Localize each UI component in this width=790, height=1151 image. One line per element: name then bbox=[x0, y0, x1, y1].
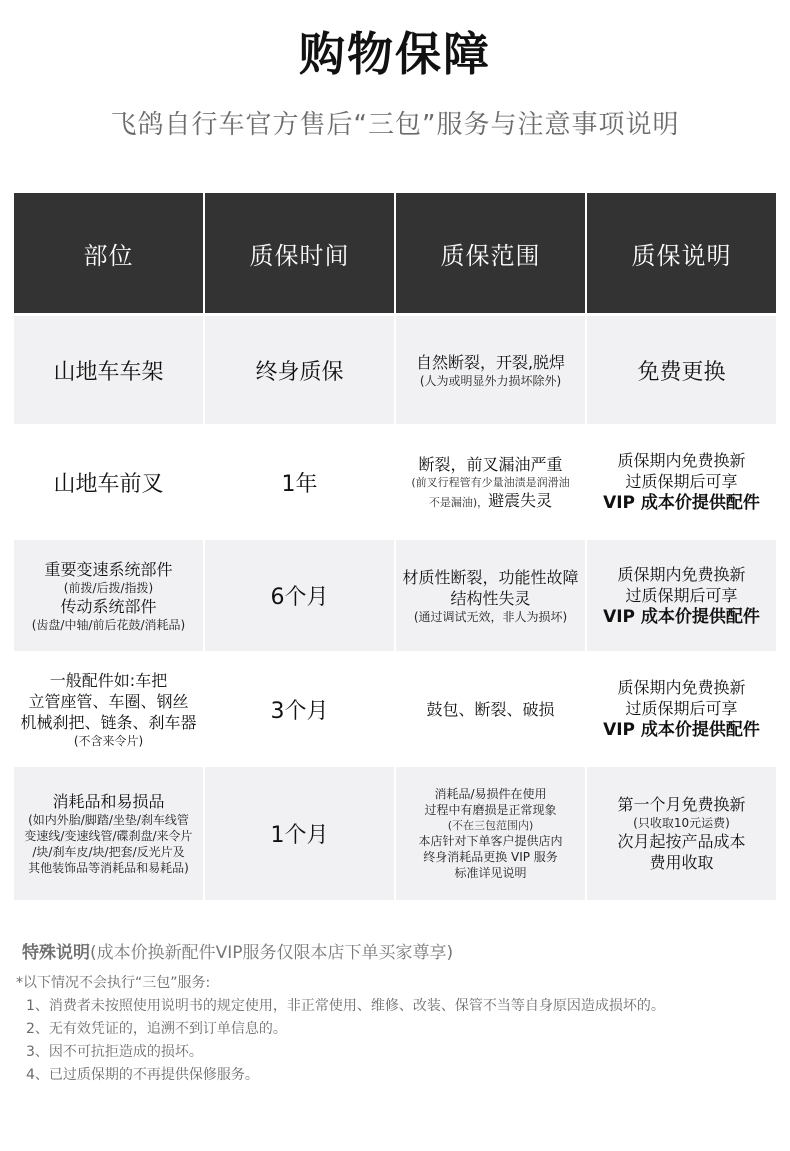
row-drivetrain-part bbox=[14, 540, 203, 651]
part-note: (如内外胎/脚踏/坐垫/刹车线管 bbox=[28, 813, 189, 827]
scope-note: (不在三包范围内) bbox=[447, 819, 534, 832]
scope-line: 自然断裂，开裂,脱焊 bbox=[415, 352, 566, 372]
row-general-period bbox=[205, 654, 394, 764]
row-general-scope bbox=[396, 654, 585, 764]
scope-line: 本店针对下单客户提供店内 bbox=[418, 834, 563, 848]
part-label: 山地车前叉 bbox=[53, 471, 164, 497]
note-line: 免费更换 bbox=[637, 359, 726, 385]
scope-line: 避震失灵 bbox=[488, 490, 553, 510]
period-label: 3个月 bbox=[270, 698, 329, 724]
row-consumables-note bbox=[587, 767, 776, 900]
period-label: 6个月 bbox=[270, 585, 329, 610]
exclusions-intro: *以下情况不会执行“三包”服务: bbox=[16, 975, 211, 991]
scope-note: (人为或明显外力损坏除外) bbox=[419, 373, 562, 388]
note-line: 过质保期后可享 bbox=[625, 472, 738, 491]
note-line: 质保期内免费换新 bbox=[617, 678, 746, 697]
scope-note: (前叉行程管有少量油渍是润滑油 bbox=[411, 475, 570, 489]
period-label: 1个月 bbox=[270, 823, 329, 848]
row-fork-scope bbox=[396, 427, 585, 537]
scope-note: 不是漏油)， bbox=[428, 495, 489, 509]
note-line: VIP 成本价提供配件 bbox=[603, 606, 760, 627]
note-line: 质保期内免费换新 bbox=[617, 451, 746, 470]
header-part: 部位 bbox=[14, 193, 203, 313]
note-line: 次月起按产品成本 bbox=[617, 832, 746, 851]
exclusion-item: 4、已过质保期的不再提供保修服务。 bbox=[26, 1067, 259, 1083]
scope-line: 结构性失灵 bbox=[450, 588, 531, 608]
row-consumables-part bbox=[14, 767, 203, 900]
row-frame-period bbox=[205, 316, 394, 424]
row-consumables-scope bbox=[396, 767, 585, 900]
row-drivetrain-note bbox=[587, 540, 776, 651]
header-period: 质保时间 bbox=[205, 193, 394, 313]
row-fork-part bbox=[14, 427, 203, 537]
scope-line: 标准详见说明 bbox=[454, 866, 527, 880]
row-general-part bbox=[14, 654, 203, 764]
part-label: 山地车车架 bbox=[53, 359, 164, 385]
special-text: (成本价换新配件VIP服务仅限本店下单买家尊享) bbox=[90, 943, 454, 963]
part-label: 一般配件如:车把 bbox=[49, 670, 168, 690]
exclusion-item: 2、无有效凭证的，追溯不到订单信息的。 bbox=[26, 1021, 287, 1037]
period-label: 终身质保 bbox=[255, 359, 344, 385]
period-label: 1年 bbox=[281, 471, 318, 497]
scope-line: 终身消耗品更换 VIP 服务 bbox=[423, 850, 558, 864]
scope-line: 消耗品/易损件在使用 bbox=[434, 787, 547, 801]
page-subtitle: 飞鸽自行车官方售后“三包”服务与注意事项说明 bbox=[110, 110, 680, 140]
scope-line-mixed bbox=[429, 490, 552, 511]
note-line: 费用收取 bbox=[649, 853, 714, 872]
note-line: VIP 成本价提供配件 bbox=[603, 720, 760, 740]
part-label: 立管座管、车圈、钢丝 bbox=[28, 691, 189, 711]
row-general-note bbox=[587, 654, 776, 764]
row-frame-part bbox=[14, 316, 203, 424]
row-consumables-period bbox=[205, 767, 394, 900]
header-note: 质保说明 bbox=[587, 193, 776, 313]
scope-line: 断裂，前叉漏油严重 bbox=[418, 454, 563, 474]
note-line: 质保期内免费换新 bbox=[617, 564, 746, 584]
row-frame-scope bbox=[396, 316, 585, 424]
scope-note: (通过调试无效，非人为损坏) bbox=[413, 609, 568, 624]
special-label: 特殊说明 bbox=[22, 943, 90, 963]
note-line: 第一个月免费换新 bbox=[617, 795, 746, 814]
page-title: 购物保障 bbox=[299, 27, 491, 81]
row-frame-note bbox=[587, 316, 776, 424]
exclusion-item: 3、因不可抗拒造成的损坏。 bbox=[26, 1044, 203, 1060]
part-note: (齿盘/中轴/前后花鼓/消耗品) bbox=[31, 617, 186, 632]
scope-line: 材质性断裂，功能性故障 bbox=[402, 567, 579, 587]
part-note: (前拨/后拨/指拨) bbox=[63, 580, 154, 595]
row-fork-period bbox=[205, 427, 394, 537]
special-note bbox=[22, 938, 453, 963]
part-note: 变速线/变速线管/碟刹盘/来令片 bbox=[24, 829, 193, 843]
part-label: 重要变速系统部件 bbox=[44, 559, 173, 579]
warranty-table bbox=[14, 193, 774, 900]
scope-line: 鼓包、断裂、破损 bbox=[426, 699, 555, 719]
part-label: 消耗品和易损品 bbox=[52, 792, 165, 811]
part-note: /块/刹车皮/块/把套/反光片及 bbox=[32, 845, 185, 859]
part-note: 其他装饰品等消耗品和易耗品) bbox=[28, 861, 189, 875]
note-line: VIP 成本价提供配件 bbox=[603, 493, 760, 513]
part-note: (不含来令片) bbox=[73, 733, 144, 748]
row-drivetrain-period bbox=[205, 540, 394, 651]
note-line: 过质保期后可享 bbox=[625, 699, 738, 718]
header-scope: 质保范围 bbox=[396, 193, 585, 313]
row-drivetrain-scope bbox=[396, 540, 585, 651]
part-label: 传动系统部件 bbox=[60, 596, 157, 616]
exclusion-item: 1、消费者未按照使用说明书的规定使用，非正常使用、维修、改装、保管不当等自身原因造成损坏的。 bbox=[26, 998, 665, 1014]
part-label: 机械刹把、链条、刹车器 bbox=[20, 712, 197, 732]
row-fork-note bbox=[587, 427, 776, 537]
note-line: (只收取10元运费) bbox=[633, 816, 730, 830]
exclusions-list bbox=[16, 972, 786, 1087]
scope-line: 过程中有磨损是正常现象 bbox=[424, 803, 557, 817]
note-line: 过质保期后可享 bbox=[625, 585, 738, 605]
